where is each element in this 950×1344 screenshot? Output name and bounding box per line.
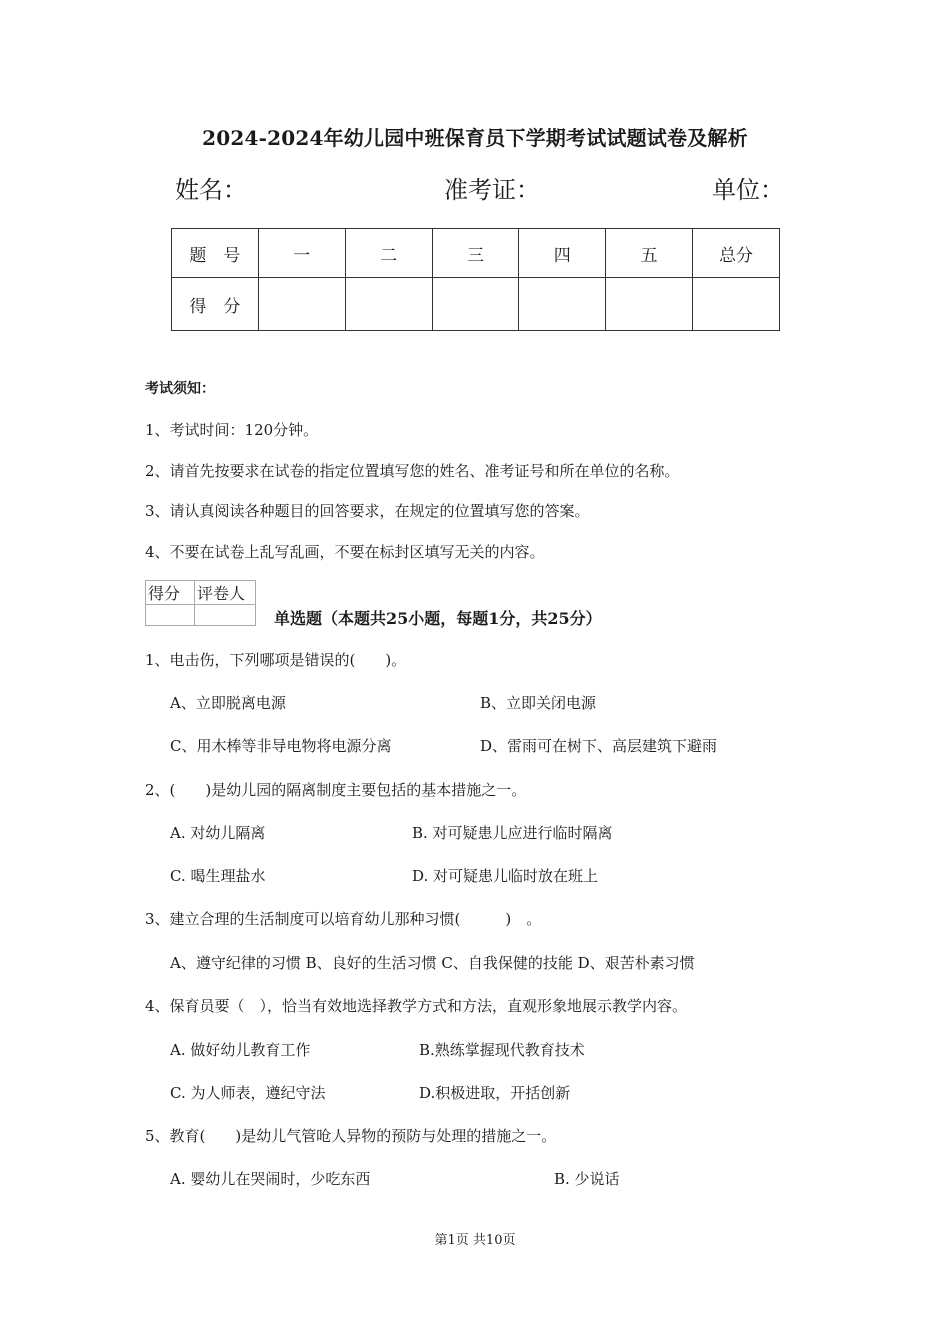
question-option: A、立即脱离电源 [170, 694, 286, 712]
grader-reviewer-label: 评卷人 [195, 581, 256, 605]
question-options-line: A、遵守纪律的习惯 B、良好的生活习惯 C、自我保健的技能 D、艰苦朴素习惯 [170, 954, 695, 972]
score-cell-total[interactable] [693, 278, 780, 331]
score-table [171, 228, 780, 331]
score-cell-4[interactable] [519, 278, 606, 331]
page-title: 2024-2024年幼儿园中班保育员下学期考试试题试卷及解析 [202, 126, 748, 150]
question-stem: 4、保育员要（ ），恰当有效地选择教学方式和方法，直观形象地展示教学内容。 [145, 997, 688, 1015]
score-table-score-row [172, 278, 780, 331]
question-option: B. 对可疑患儿应进行临时隔离 [412, 824, 613, 842]
score-cell-2[interactable] [345, 278, 432, 331]
question-stem: 5、教育( )是幼儿气管呛人异物的预防与处理的措施之一。 [145, 1127, 557, 1145]
score-table-header-row [172, 229, 780, 278]
name-field-label: 姓名： [175, 176, 247, 204]
question-option: B、立即关闭电源 [480, 694, 597, 712]
question-option: A. 婴幼儿在哭闹时，少吃东西 [170, 1170, 371, 1188]
question-option: C. 喝生理盐水 [170, 867, 266, 885]
section-title: 单选题（本题共25小题，每题1分，共25分） [274, 609, 602, 628]
notice-item: 1、考试时间：120分钟。 [145, 421, 319, 439]
question-stem: 1、电击伤，下列哪项是错误的( )。 [145, 651, 407, 669]
exam-id-field-label: 准考证： [444, 176, 540, 204]
notice-item: 4、不要在试卷上乱写乱画，不要在标封区填写无关的内容。 [145, 543, 545, 561]
question-option: A. 对幼儿隔离 [170, 824, 266, 842]
question-option: C、用木棒等非导电物将电源分离 [170, 737, 392, 755]
grader-score-cell[interactable] [146, 605, 195, 626]
page-footer: 第1页 共10页 [434, 1233, 516, 1248]
notice-item: 2、请首先按要求在试卷的指定位置填写您的姓名、准考证号和所在单位的名称。 [145, 462, 680, 480]
question-stem: 2、( )是幼儿园的隔离制度主要包括的基本措施之一。 [145, 781, 527, 799]
question-option: D.积极进取，开括创新 [419, 1084, 571, 1102]
grader-reviewer-cell[interactable] [195, 605, 256, 626]
question-option: D. 对可疑患儿临时放在班上 [412, 867, 599, 885]
score-header-cell: 总分 [693, 229, 780, 278]
question-option: A. 做好幼儿教育工作 [170, 1041, 311, 1059]
score-header-cell: 五 [606, 229, 693, 278]
question-stem: 3、建立合理的生活制度可以培育幼儿那种习惯( ) 。 [145, 910, 542, 928]
unit-field-label: 单位： [712, 176, 784, 204]
notice-item: 3、请认真阅读各种题目的回答要求，在规定的位置填写您的答案。 [145, 502, 590, 520]
question-option: B.熟练掌握现代教育技术 [419, 1041, 585, 1059]
score-cell-5[interactable] [606, 278, 693, 331]
score-cell-1[interactable] [258, 278, 345, 331]
score-header-cell: 三 [432, 229, 519, 278]
score-header-cell: 题 号 [172, 229, 259, 278]
score-header-cell: 一 [258, 229, 345, 278]
notice-title: 考试须知： [145, 381, 215, 397]
question-option: C. 为人师表，遵纪守法 [170, 1084, 326, 1102]
score-header-cell: 二 [345, 229, 432, 278]
question-option: D、雷雨可在树下、高层建筑下避雨 [480, 737, 718, 755]
grader-score-label: 得分 [146, 581, 195, 605]
score-row-label: 得 分 [172, 278, 259, 331]
grader-box [145, 580, 256, 626]
score-cell-3[interactable] [432, 278, 519, 331]
score-header-cell: 四 [519, 229, 606, 278]
question-option: B. 少说话 [554, 1170, 620, 1188]
